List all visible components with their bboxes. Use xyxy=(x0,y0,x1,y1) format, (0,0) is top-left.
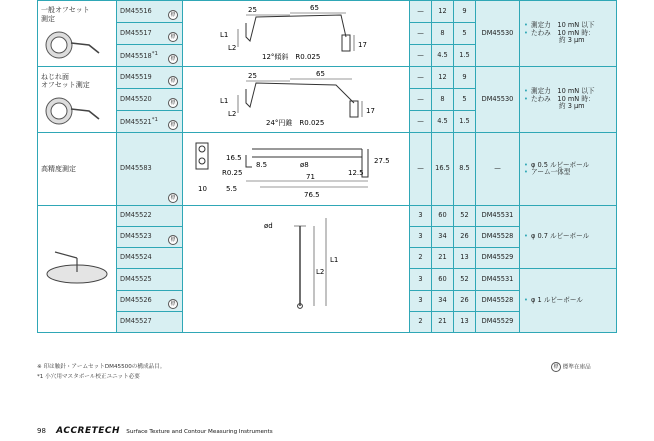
category-precision xyxy=(38,133,117,206)
l2-cell: 13 xyxy=(454,312,476,333)
dim-76-5: 76.5 xyxy=(304,191,320,200)
table-row xyxy=(38,1,617,23)
category-ruby xyxy=(38,206,117,333)
qty-cell: 2 xyxy=(410,312,432,333)
stock-icon: 標 xyxy=(551,362,561,372)
tip-caption: 12°傾斜 R0.025 xyxy=(262,53,321,61)
l2-cell: 52 xyxy=(454,206,476,227)
footnote-mark: *1 xyxy=(151,50,158,57)
page-footer xyxy=(37,426,273,436)
qty-cell: — xyxy=(410,89,432,111)
table-row xyxy=(38,133,617,206)
dim-od: ød xyxy=(264,222,273,231)
qty-cell: — xyxy=(410,67,432,89)
model-cell: DM45517 標 xyxy=(117,23,183,45)
note-cell xyxy=(520,206,617,269)
model-cell: DM45524 xyxy=(117,248,183,269)
qty-cell: 3 xyxy=(410,291,432,312)
brand-logo: ACCRETECH xyxy=(56,426,121,436)
l1-cell: 8 xyxy=(432,89,454,111)
dim-l1: L1 xyxy=(220,97,229,106)
set-cell: DM45530 xyxy=(476,67,520,133)
diagram-ruby xyxy=(183,206,410,333)
l2-cell: 26 xyxy=(454,227,476,248)
qty-cell: — xyxy=(410,111,432,133)
l2-cell: 8.5 xyxy=(454,133,476,206)
qty-cell: — xyxy=(410,23,432,45)
stock-icon: 標 xyxy=(168,120,178,130)
model-cell: DM45516 標 xyxy=(117,1,183,23)
stock-icon: 標 xyxy=(168,32,178,42)
l1-cell: 8 xyxy=(432,23,454,45)
offset-drawing xyxy=(186,1,412,64)
set-cell: DM45528 xyxy=(476,291,520,312)
table-row xyxy=(38,206,617,227)
l1-cell: 16.5 xyxy=(432,133,454,206)
dim-l2: L2 xyxy=(228,44,237,52)
model-cell: DM45525 xyxy=(117,269,183,291)
l2-cell: 5 xyxy=(454,23,476,45)
set-cell: DM45530 xyxy=(476,1,520,67)
l2-cell: 26 xyxy=(454,291,476,312)
set-cell: — xyxy=(476,133,520,206)
dim-16-5: 16.5 xyxy=(226,154,242,163)
dim-17: 17 xyxy=(358,41,367,49)
dim-27-5: 27.5 xyxy=(374,157,390,166)
footnote-mark: *1 xyxy=(151,116,158,123)
model-cell: DM45526 標 xyxy=(117,291,183,312)
set-cell: DM45529 xyxy=(476,312,520,333)
set-cell: DM45528 xyxy=(476,227,520,248)
page-number: 98 xyxy=(37,427,46,435)
qty-cell: 3 xyxy=(410,206,432,227)
model-cell: DM45519 標 xyxy=(117,67,183,89)
l2-cell: 52 xyxy=(454,269,476,291)
l2-cell: 9 xyxy=(454,1,476,23)
l1-cell: 60 xyxy=(432,206,454,227)
stylus-photo xyxy=(41,95,101,127)
qty-cell: — xyxy=(410,1,432,23)
l2-cell: 13 xyxy=(454,248,476,269)
dim-25: 25 xyxy=(248,6,257,14)
category-title: 一般オフセット xyxy=(41,6,90,15)
qty-cell: 2 xyxy=(410,248,432,269)
dim-o8: ø8 xyxy=(300,161,309,170)
note-cell xyxy=(520,133,617,206)
l1-cell: 34 xyxy=(432,227,454,248)
stock-icon: 標 xyxy=(168,98,178,108)
stylus-spec-table xyxy=(37,0,617,333)
note-arm: • アーム一体型 xyxy=(531,169,613,177)
l2-cell: 1.5 xyxy=(454,111,476,133)
note-force: • 測定力 10 mN 以下 xyxy=(531,22,613,30)
note-ball-07: • φ 0.7 ルビーボール xyxy=(531,233,613,241)
model-cell: DM45521$^{*1}$ 標 xyxy=(117,111,183,133)
dim-65: 65 xyxy=(310,4,319,12)
dim-l1: L1 xyxy=(220,31,229,39)
stock-legend xyxy=(551,362,591,372)
category-subtitle: オフセット測定 xyxy=(41,80,90,89)
stock-icon: 標 xyxy=(168,299,178,309)
set-cell: DM45531 xyxy=(476,206,520,227)
ruby-drawing xyxy=(186,206,412,330)
stylus-photo xyxy=(41,248,113,288)
l1-cell: 21 xyxy=(432,312,454,333)
model-cell: DM45522 xyxy=(117,206,183,227)
dim-l1: L1 xyxy=(330,256,339,265)
dim-12-5: 12.5 xyxy=(348,169,364,178)
note-deflection-value: 約 3 µm xyxy=(559,102,585,111)
model-cell: DM45520 標 xyxy=(117,89,183,111)
note-cell xyxy=(520,67,617,133)
footnote-1: ※ 印は触針・アームセットDM45500の構成品目。 xyxy=(37,364,166,370)
dim-71: 71 xyxy=(306,173,315,182)
table-row xyxy=(38,67,617,89)
l1-cell: 21 xyxy=(432,248,454,269)
footer-subtitle: Surface Texture and Contour Measuring Instruments xyxy=(126,429,273,435)
stock-icon: 標 xyxy=(168,193,178,203)
note-deflection-value: 約 3 µm xyxy=(559,36,585,45)
stock-icon: 標 xyxy=(168,76,178,86)
note-deflection: • たわみ 10 mN 時： xyxy=(531,30,613,38)
dim-l2: L2 xyxy=(316,268,325,277)
model-cell: DM45523 標 xyxy=(117,227,183,248)
dim-65: 65 xyxy=(316,70,325,79)
note-ball: • φ 0.5 ルビーボール xyxy=(531,162,613,170)
note-cell xyxy=(520,269,617,333)
dim-25: 25 xyxy=(248,72,257,81)
stock-icon: 標 xyxy=(168,10,178,20)
dim-r0-25: R0.25 xyxy=(222,169,243,178)
model-cell: DM45527 xyxy=(117,312,183,333)
note-deflection: • たわみ 10 mN 時： xyxy=(531,96,613,104)
category-twist xyxy=(38,67,117,133)
precision-drawing xyxy=(186,133,412,203)
l1-cell: 34 xyxy=(432,291,454,312)
l1-cell: 4.5 xyxy=(432,45,454,67)
l2-cell: 1.5 xyxy=(454,45,476,67)
stylus-photo xyxy=(41,29,101,61)
note-force: • 測定力 10 mN 以下 xyxy=(531,88,613,96)
diagram-offset xyxy=(183,1,410,67)
model-cell: DM45583 標 xyxy=(117,133,183,206)
category-offset xyxy=(38,1,117,67)
note-cell xyxy=(520,1,617,67)
dim-5-5: 5.5 xyxy=(226,185,238,194)
l1-cell: 60 xyxy=(432,269,454,291)
footnote-2: *1 小穴用マスタボール校正ユニット必要 xyxy=(37,374,140,380)
category-title: ねじれ面 xyxy=(41,72,69,81)
l2-cell: 9 xyxy=(454,67,476,89)
set-cell: DM45529 xyxy=(476,248,520,269)
twist-drawing xyxy=(186,67,412,130)
stock-legend-label: 標準在庫品 xyxy=(562,364,591,371)
dim-l2: L2 xyxy=(228,110,237,119)
dim-8-5: 8.5 xyxy=(256,161,268,170)
l1-cell: 4.5 xyxy=(432,111,454,133)
qty-cell: — xyxy=(410,45,432,67)
category-title: 高精度測定 xyxy=(41,165,76,174)
model-cell: DM45518$^{*1}$ 標 xyxy=(117,45,183,67)
note-ball-1: • φ 1 ルビーボール xyxy=(531,297,613,305)
stock-icon: 標 xyxy=(168,235,178,245)
l2-cell: 5 xyxy=(454,89,476,111)
dim-17: 17 xyxy=(366,107,375,116)
stock-icon: 標 xyxy=(168,54,178,64)
qty-cell: — xyxy=(410,133,432,206)
dim-10: 10 xyxy=(198,185,207,194)
l1-cell: 12 xyxy=(432,1,454,23)
category-subtitle: 測定 xyxy=(41,14,55,23)
l1-cell: 12 xyxy=(432,67,454,89)
qty-cell: 3 xyxy=(410,269,432,291)
diagram-twist xyxy=(183,67,410,133)
set-cell: DM45531 xyxy=(476,269,520,291)
qty-cell: 3 xyxy=(410,227,432,248)
tip-caption: 24°円錐 R0.025 xyxy=(266,119,325,128)
diagram-precision xyxy=(183,133,410,206)
